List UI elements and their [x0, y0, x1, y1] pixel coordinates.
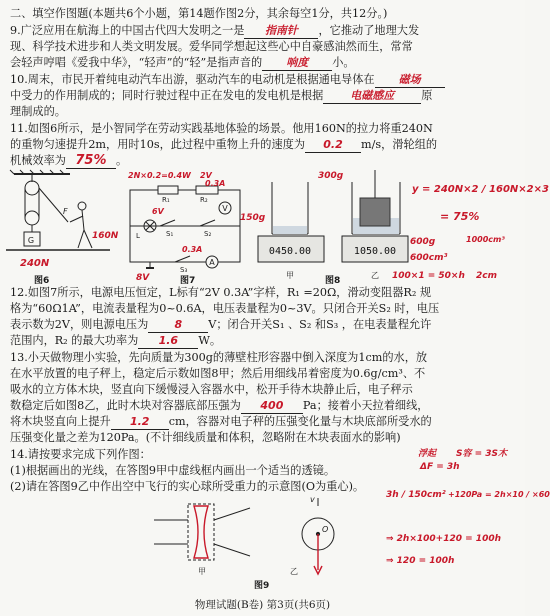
- hw-240n: 240N: [20, 258, 50, 269]
- figures-row: [0, 168, 549, 284]
- hw-power: 2N×0.2=0.4W: [128, 171, 191, 180]
- hw-delta-f: ΔF = 3h: [420, 462, 460, 472]
- q10-blank-1[interactable]: [375, 72, 445, 88]
- q11-answer-1: 0.2: [323, 138, 343, 151]
- fig7-ammeter: A: [209, 258, 215, 267]
- question-12-line-4: 范围内，R₂ 的最大功率为 1.6 W。: [10, 334, 222, 347]
- fig8-scale-a: 0450.00: [268, 246, 312, 257]
- q10-answer-1: 磁场: [398, 73, 421, 86]
- fig9-label-yi: 乙: [290, 567, 298, 576]
- figure-9-lens-box: [154, 504, 250, 560]
- q12-answer-1: 8: [174, 318, 183, 331]
- q13-blank-1[interactable]: [241, 398, 303, 414]
- hw-600g: 600g: [410, 237, 436, 247]
- fig7-r2: R₂: [200, 196, 208, 204]
- q11-answer-2: 75%: [75, 153, 107, 168]
- question-14-line-2: (1)根据画出的光线，在答图9甲中虚线框内画出一个适当的透镜。: [10, 464, 336, 477]
- q10-answer-2: 电磁感应: [350, 89, 395, 102]
- hw-area-ratio: S容 = 3S木: [456, 449, 508, 459]
- question-10-line-2: 中受力的作用制成的；同时行驶过程中正在发电的发电机是根据 电磁感应 原: [10, 89, 433, 102]
- q9-answer-2: 响度: [286, 56, 309, 69]
- q12-blank-2[interactable]: [138, 333, 198, 349]
- hw-pressure-frac: 3h / 150cm²: [386, 490, 446, 500]
- figure-7-caption: 图7: [180, 276, 196, 286]
- fig8-label-jia: 甲: [286, 271, 294, 280]
- q10-blank-2[interactable]: [323, 88, 421, 104]
- figure-9-ball: [302, 498, 334, 574]
- hw-efficiency-formula: y = 240N×2 / 160N×2×3: [412, 184, 549, 195]
- q9-blank-1[interactable]: [244, 23, 318, 39]
- fig7-voltmeter: V: [222, 204, 228, 213]
- hw-efficiency-result: = 75%: [440, 210, 480, 223]
- question-12-line-2: 格为“60Ω1A”，电流表量程为0~0.6A，电压表量程为0~3V。只闭合开关S₂ 时，电压: [10, 302, 440, 315]
- figure-7-circuit: [130, 186, 240, 268]
- figure-6-caption: 图6: [34, 276, 50, 286]
- q12-blank-1[interactable]: [148, 317, 208, 333]
- hw-160n: 160N: [92, 231, 119, 241]
- fig9-label-jia: 甲: [198, 567, 206, 576]
- hw-floating: 浮起: [418, 449, 437, 459]
- q9-blank-2[interactable]: [262, 55, 332, 71]
- question-13-line-1: 13.小天做物理小实验，先向质量为300g的薄壁柱形容器中倒入深度为1cm的水，放: [10, 351, 428, 364]
- question-11-line-3: 机械效率为 75% 。: [10, 153, 128, 168]
- hw-600cm3: 600cm³: [410, 253, 448, 263]
- question-13-line-2: 在水平放置的电子秤上，稳定后示数如图8甲；然后用细线吊着密度为0.6g/cm³、不: [10, 367, 426, 380]
- question-11-line-2: 的重物匀速提升2m，用时10s，此过程中重物上升的速度为 0.2 m/s，滑轮组的: [10, 138, 438, 151]
- figure-8-caption: 图8: [325, 276, 341, 286]
- q12-answer-2: 1.6: [158, 334, 179, 347]
- fig9-caption: 图9: [254, 581, 270, 591]
- q11-blank-2[interactable]: [66, 153, 116, 169]
- q13-blank-2[interactable]: [111, 414, 169, 430]
- question-13-line-4: 数稳定后如图8乙，此时木块对容器底部压强为 400 Pa；接着小天拉着细线，: [10, 399, 429, 412]
- question-9-line-1: 9.广泛应用在航海上的中国古代四大发明之一是 指南针 ，它推动了地理大发: [10, 24, 420, 37]
- fig7-s2: S₂: [204, 230, 212, 238]
- q11-blank-1[interactable]: [305, 137, 361, 153]
- question-10-line-1: 10.周末，市民开着纯电动汽车出游，驱动汽车的电动机是根据通电导体在 磁场: [10, 72, 515, 88]
- fig9-o-label: O: [322, 525, 329, 534]
- hw-6v: 6V: [152, 207, 164, 216]
- question-12-line-1: 12.如图7所示，电源电压恒定，L标有“2V 0.3A”字样，R₁ =20Ω，滑动变阻器R₂ 规: [10, 286, 432, 299]
- hw-1000cm3: 1000cm³: [466, 235, 505, 244]
- question-11-line-1: 11.如图6所示，是小智同学在劳动实践基地体验的场景。他用160N的拉力将重240N: [10, 122, 433, 135]
- question-10-line-3: 理制成的。: [10, 105, 66, 118]
- fig6-g-label: G: [27, 236, 35, 245]
- question-9-line-3: 会轻声哼唱《爱我中华》，“轻声”的“轻”是指声音的 响度 小。: [10, 56, 355, 69]
- hw-03a-b: 0.3A: [182, 245, 203, 254]
- hw-2cm: 2cm: [476, 271, 497, 281]
- fig9-v-label: v: [310, 495, 315, 504]
- question-13-line-5: 将木块竖直向上提升 1.2 cm，容器对电子秤的压强变化量与木块底部所受水的: [10, 415, 432, 428]
- hw-depth-eq: 100×1 = 50×h: [392, 271, 465, 281]
- question-14-line-1: 14.请按要求完成下列作图：: [10, 448, 151, 461]
- hw-8v: 8V: [136, 273, 150, 283]
- fig6-f-label: F: [63, 207, 68, 216]
- question-13-line-3: 吸水的立方体木块，竖直向下缓慢浸入容器水中，松开手待木块静止后，电子秤示: [10, 383, 413, 396]
- hw-2v: 2V: [200, 171, 212, 180]
- fig7-s3: S₃: [180, 266, 188, 274]
- q13-answer-1: 400: [260, 399, 284, 412]
- hw-pressure-sum: +120Pa = 2h×10 / ×60: [448, 490, 550, 499]
- page-footer: 物理试题(B卷) 第3页(共6页): [194, 599, 331, 611]
- section-heading: 二、填空作图题(本题共6个小题，第14题作图2分，其余每空1分，共12分。): [10, 7, 388, 20]
- fig7-r1: R₁: [162, 196, 170, 204]
- figure-9: [150, 494, 370, 592]
- hw-300g: 300g: [318, 171, 344, 181]
- q9-answer-1: 指南针: [264, 24, 298, 37]
- question-12-line-3: 表示数为2V，则电源电压为 8 V；闭合开关S₁ 、S₂ 和S₃ ，在电表量程允许: [10, 318, 432, 331]
- hw-equation-1: ⇒ 2h×100+120 = 100h: [386, 534, 502, 544]
- hw-150g: 150g: [240, 213, 266, 223]
- question-14-line-3: (2)请在答图9乙中作出空中飞行的实心球所受重力的示意图(O为重心)。: [10, 480, 365, 493]
- q13-answer-2: 1.2: [129, 415, 150, 428]
- hw-03a: 0.3A: [205, 179, 226, 188]
- question-9-line-2: 现、科学技术进步和人类文明发展。爱华同学想起这些心中自豪感油然而生，常常: [10, 40, 413, 53]
- fig7-s1: S₁: [166, 230, 174, 238]
- fig7-lamp: L: [136, 232, 140, 240]
- fig8-scale-b: 1050.00: [353, 246, 397, 257]
- fig8-label-yi: 乙: [371, 271, 379, 280]
- question-13-line-6: 压强变化量之差为120Pa。(不计细线质量和体积，忽略附在木块表面水的影响): [10, 431, 401, 444]
- hw-equation-2: ⇒ 120 = 100h: [386, 556, 455, 566]
